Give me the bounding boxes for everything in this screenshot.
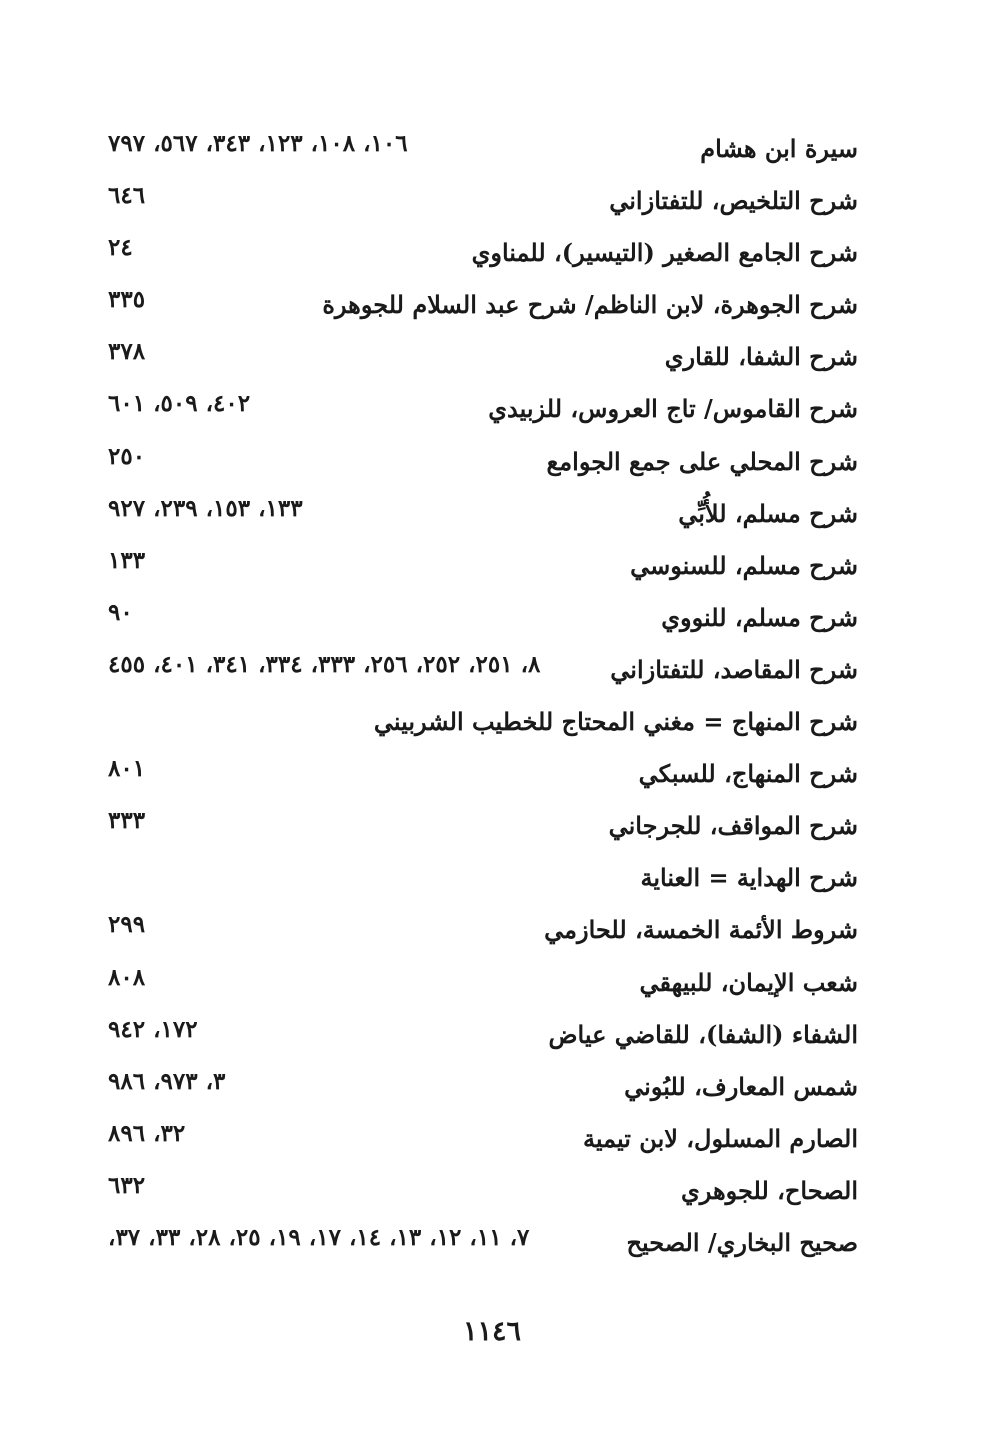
index-entry (108, 593, 858, 645)
index-entry (108, 541, 858, 593)
entry-title: شمس المعارف، للبُوني (624, 1071, 858, 1101)
index-entry (108, 176, 858, 228)
entry-title: شروط الأئمة الخمسة، للحازمي (544, 915, 858, 945)
entry-title: الشفاء (الشفا)، للقاضي عياض (548, 1019, 858, 1049)
index-entry (108, 228, 858, 280)
entry-title: شرح الجامع الصغير (التيسير)، للمناوي (471, 238, 858, 268)
entry-title: شرح الهداية = العناية (640, 863, 858, 893)
entry-title: شرح مسلم، للأُبِّي (678, 498, 858, 528)
entry-title: شرح مسلم، للنووي (661, 602, 858, 632)
entry-title: شرح المنهاج = مغني المحتاج للخطيب الشربيني (373, 707, 858, 737)
entry-pages: ١٣٣، ١٥٣، ٢٣٩، ٩٢٧ (108, 494, 303, 522)
entry-title: شرح الجوهرة، لابن الناظم/ شرح عبد السلام للجوهرة (322, 290, 858, 320)
index-entry (108, 1218, 858, 1270)
index-entry (108, 801, 858, 853)
index-entry (108, 749, 858, 801)
entry-title: شرح المقاصد، للتفتازاني (610, 654, 858, 684)
entry-pages: ٨٠١ (108, 755, 146, 783)
entry-title: الصحاح، للجوهري (680, 1175, 858, 1205)
entry-title: شرح مسلم، للسنوسي (630, 550, 858, 580)
entry-pages: ٣، ٩٧٣، ٩٨٦ (108, 1067, 226, 1095)
entry-title: شرح المنهاج، للسبكي (638, 759, 858, 789)
entry-title: شرح الشفا، للقاري (664, 342, 858, 372)
index-entry (108, 384, 858, 436)
entry-pages: ١٣٣ (108, 546, 146, 574)
entry-pages: ٨، ٢٥١، ٢٥٢، ٢٥٦، ٣٣٣، ٣٣٤، ٣٤١، ٤٠١، ٤٥٥ (108, 650, 541, 678)
index-entry (108, 332, 858, 384)
entry-pages: ٩٠ (108, 598, 133, 626)
entry-title: صحيح البخاري/ الصحيح (626, 1227, 858, 1257)
entry-pages: ١٠٦، ١٠٨، ١٢٣، ٣٤٣، ٥٦٧، ٧٩٧ (108, 130, 408, 157)
index-entry (108, 124, 858, 176)
entry-title: شرح المحلي على جمع الجوامع (546, 446, 858, 476)
entry-title: شرح المواقف، للجرجاني (608, 811, 858, 841)
page-number: ١١٤٦ (462, 1316, 521, 1347)
index-entry (108, 1062, 858, 1114)
index-entry (108, 905, 858, 957)
entry-pages: ١٧٢، ٩٤٢ (108, 1015, 198, 1043)
entry-title: الصارم المسلول، لابن تيمية (583, 1123, 858, 1153)
entry-pages: ٣٣٣ (108, 807, 146, 835)
index-list (108, 124, 858, 1270)
index-entry (108, 489, 858, 541)
index-entry (108, 645, 858, 697)
entry-pages: ٣٢، ٨٩٦ (108, 1119, 186, 1147)
entry-title: شرح التلخيص، للتفتازاني (609, 186, 858, 216)
entry-title: شعب الإيمان، للبيهقي (639, 967, 858, 997)
index-entry (108, 958, 858, 1010)
index-entry (108, 1166, 858, 1218)
entry-title: سيرة ابن هشام (700, 134, 858, 163)
index-entry (108, 853, 858, 905)
index-entry (108, 1114, 858, 1166)
entry-pages: ٢٤ (108, 234, 133, 262)
entry-pages: ٢٥٠ (108, 442, 146, 470)
index-entry (108, 1010, 858, 1062)
index-entry (108, 437, 858, 489)
entry-pages: ٤٠٢، ٥٠٩، ٦٠١ (108, 390, 251, 418)
entry-pages: ٦٣٢ (108, 1171, 146, 1199)
entry-pages: ٨٠٨ (108, 963, 146, 991)
index-entry (108, 697, 858, 749)
entry-pages: ٦٤٦ (108, 182, 146, 210)
entry-pages: ٢٩٩ (108, 911, 146, 939)
entry-pages: ٣٣٥ (108, 286, 146, 314)
entry-pages: ٣٧٨ (108, 338, 146, 366)
entry-title: شرح القاموس/ تاج العروس، للزبيدي (488, 394, 858, 424)
entry-pages: ٧، ١١، ١٢، ١٣، ١٤، ١٧، ١٩، ٢٥، ٢٨، ٣٣، ٣٧، (108, 1223, 530, 1251)
index-entry (108, 280, 858, 332)
